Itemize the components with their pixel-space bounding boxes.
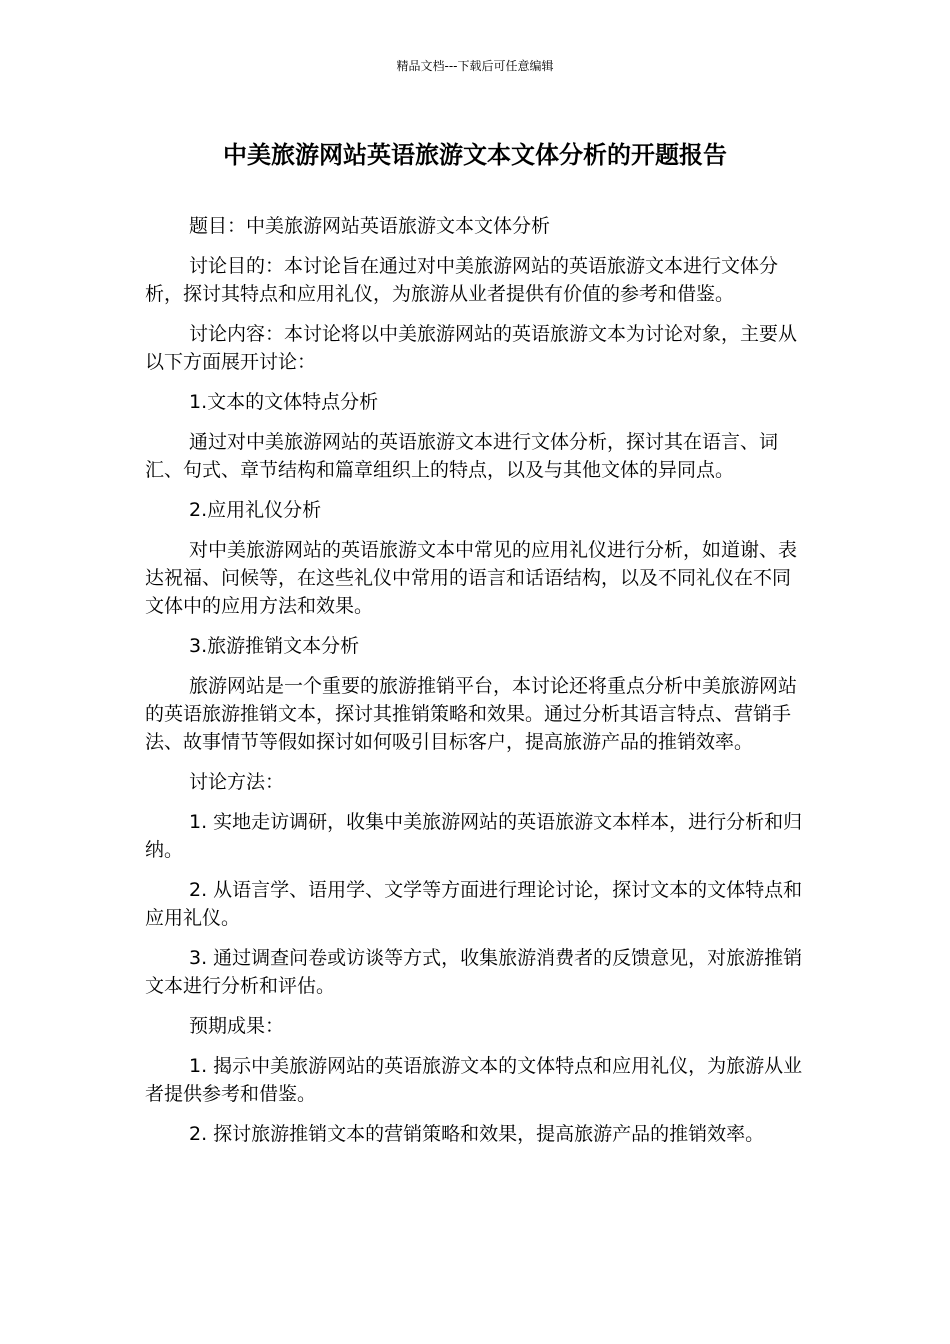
document-body [145,212,805,1160]
paragraph-section-1: 通过对中美旅游网站的英语旅游文本进行文体分析，探讨其在语言、词汇、句式、章节结构和篇章组织上的特点，以及与其他文体的异同点。 [145,431,779,481]
section-heading-3: 3.旅游推销文本分析 [189,635,360,657]
section-heading-2: 2.应用礼仪分析 [189,499,322,521]
document-title: 中美旅游网站英语旅游文本文体分析的开题报告 [223,141,727,169]
paragraph-topic: 题目：中美旅游网站英语旅游文本文体分析 [189,215,551,237]
paragraph-section-2: 对中美旅游网站的英语旅游文本中常见的应用礼仪进行分析，如道谢、表达祝福、问候等，在这些礼仪中常用的语言和话语结构，以及不同礼仪在不同文体中的应用方法和效果。 [145,539,798,617]
section-heading-1: 1.文本的文体特点分析 [189,391,379,413]
paragraph-purpose: 讨论目的：本讨论旨在通过对中美旅游网站的英语旅游文本进行文体分析，探讨其特点和应用礼仪，为旅游从业者提供有价值的参考和借鉴。 [145,255,779,305]
outcomes-heading: 预期成果： [189,1015,285,1037]
paragraph-content: 讨论内容：本讨论将以中美旅游网站的英语旅游文本为讨论对象，主要从以下方面展开讨论： [145,323,798,373]
header-note: 精品文档---下载后可任意编辑 [396,59,554,73]
outcome-item-1: 1. 揭示中美旅游网站的英语旅游文本的文体特点和应用礼仪，为旅游从业者提供参考和借鉴。 [145,1055,803,1105]
method-item-3: 3. 通过调查问卷或访谈等方式，收集旅游消费者的反馈意见，对旅游推销文本进行分析和评估。 [145,947,803,997]
method-item-2: 2. 从语言学、语用学、文学等方面进行理论讨论，探讨文本的文体特点和应用礼仪。 [145,879,803,929]
paragraph-section-3: 旅游网站是一个重要的旅游推销平台，本讨论还将重点分析中美旅游网站的英语旅游推销文本，探讨其推销策略和效果。通过分析其语言特点、营销手法、故事情节等假如探讨如何吸引目标客户，提高旅游产品的推销效率。 [145,675,798,753]
outcome-item-2: 2. 探讨旅游推销文本的营销策略和效果，提高旅游产品的推销效率。 [189,1123,765,1145]
method-item-1: 1. 实地走访调研，收集中美旅游网站的英语旅游文本样本，进行分析和归纳。 [145,811,803,861]
methods-heading: 讨论方法： [189,771,285,793]
